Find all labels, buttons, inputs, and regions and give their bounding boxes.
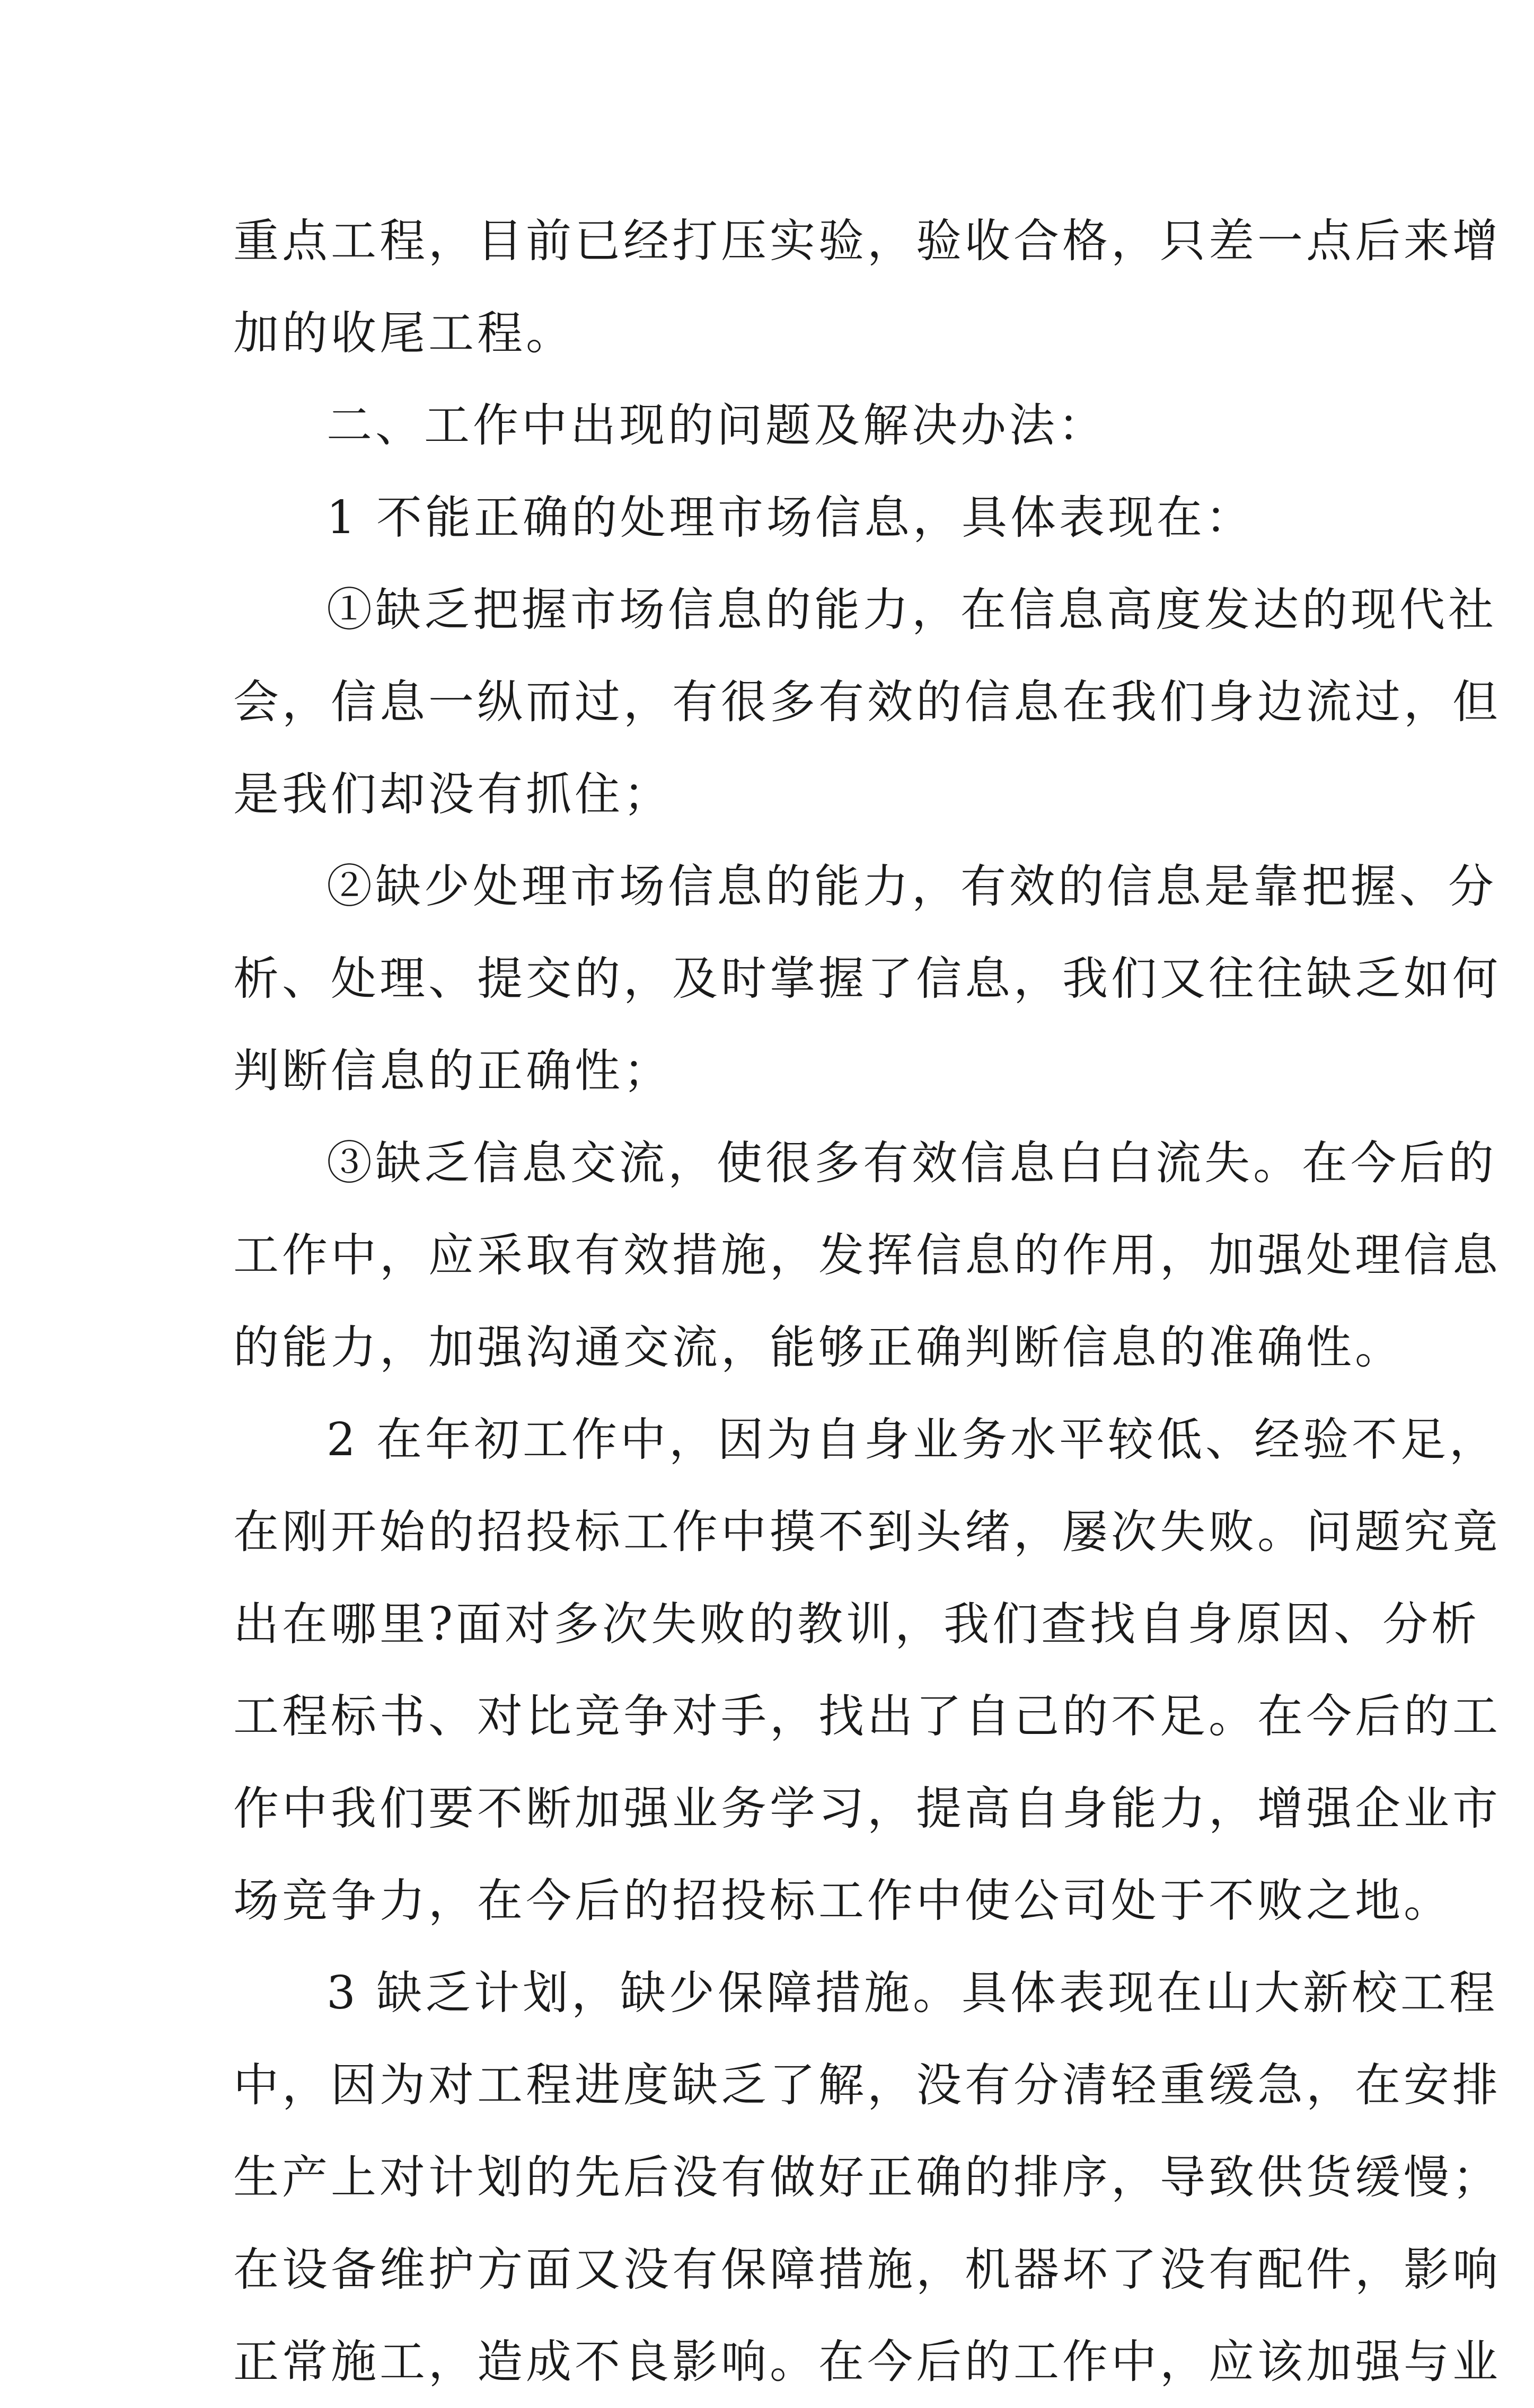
text-line: 中，因为对工程进度缺乏了解，没有分清轻重缓急，在安排 — [233, 2059, 1501, 2112]
document-body — [233, 195, 1501, 2408]
text-line: 场竞争力，在今后的招投标工作中使公司处于不败之地。 — [233, 1874, 1452, 1927]
text-line: ③缺乏信息交流，使很多有效信息白白流失。在今后的 — [327, 1137, 1497, 1190]
text-line: 的能力，加强沟通交流，能够正确判断信息的准确性。 — [233, 1321, 1404, 1374]
text-line: 生产上对计划的先后没有做好正确的排序，导致供货缓慢； — [233, 2151, 1501, 2204]
text-line: ①缺乏把握市场信息的能力，在信息高度发达的现代社 — [327, 583, 1497, 636]
text-line: 作中我们要不断加强业务学习，提高自身能力，增强企业市 — [233, 1782, 1501, 1835]
text-line: ②缺少处理市场信息的能力，有效的信息是靠把握、分 — [327, 860, 1497, 913]
text-line: 析、处理、提交的，及时掌握了信息，我们又往往缺乏如何 — [233, 952, 1501, 1005]
text-line: 3 缺乏计划，缺少保障措施。具体表现在山大新校工程 — [327, 1967, 1498, 2020]
text-line: 1 不能正确的处理市场信息，具体表现在： — [327, 491, 1255, 544]
text-line: 出在哪里?面对多次失败的教训，我们查找自身原因、分析 — [233, 1598, 1480, 1651]
text-line: 工作中，应采取有效措施，发挥信息的作用，加强处理信息 — [233, 1229, 1501, 1282]
text-line: 重点工程，目前已经打压实验，验收合格，只差一点后来增 — [233, 215, 1501, 268]
text-line: 在刚开始的招投标工作中摸不到头绪，屡次失败。问题究竟 — [233, 1506, 1501, 1559]
text-line: 在设备维护方面又没有保障措施，机器坏了没有配件，影响 — [233, 2243, 1501, 2296]
text-line: 会，信息一纵而过，有很多有效的信息在我们身边流过，但 — [233, 676, 1501, 729]
text-line: 判断信息的正确性； — [233, 1044, 672, 1097]
text-line: 工程标书、对比竞争对手，找出了自己的不足。在今后的工 — [233, 1690, 1501, 1743]
text-line: 正常施工，造成不良影响。在今后的工作中，应该加强与业 — [233, 2335, 1501, 2388]
text-line: 2 在年初工作中，因为自身业务水平较低、经验不足， — [327, 1413, 1498, 1466]
text-line: 加的收尾工程。 — [233, 307, 575, 360]
text-line: 是我们却没有抓住； — [233, 768, 672, 821]
section-heading: 二、工作中出现的问题及解决办法： — [327, 399, 1107, 452]
